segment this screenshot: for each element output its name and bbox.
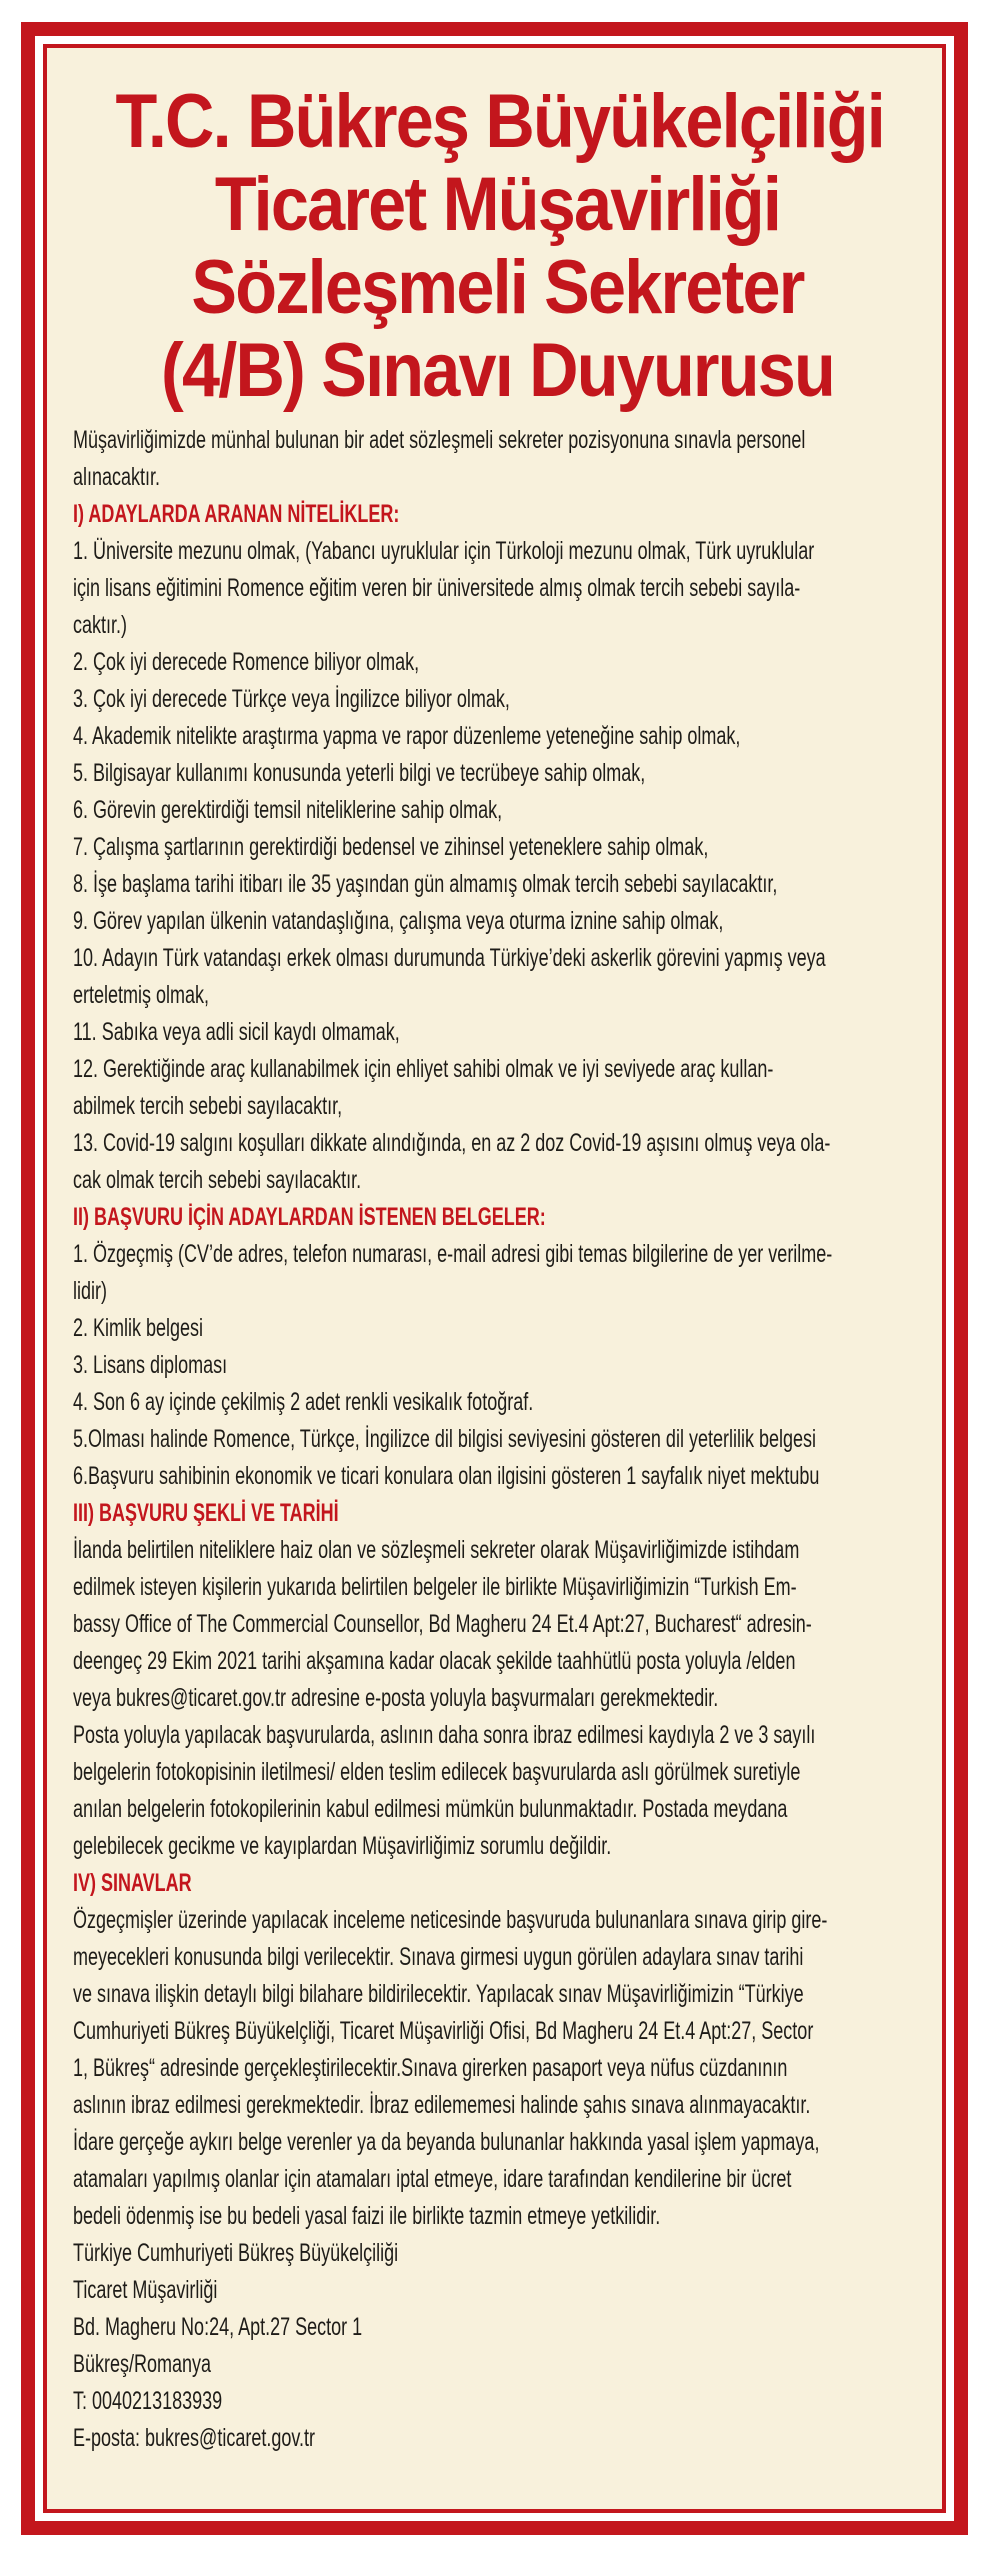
text-line: 6. Görevin gerektirdiği temsil niteliklerine sahip olmak,	[73, 796, 503, 824]
heading-line: I) ADAYLARDA ARANAN NİTELİKLER:	[73, 500, 400, 528]
text-line: veya bukres@ticaret.gov.tr adresine e-posta yoluyla başvurmaları gerekmektedir.	[73, 1684, 719, 1712]
text-line: 2. Kimlik belgesi	[73, 1314, 204, 1342]
inner-red-frame	[43, 44, 946, 2513]
text-line: 13. Covid-19 salgını koşulları dikkate alındığında, en az 2 doz Covid-19 aşısını olmuş veya ola-	[73, 1129, 831, 1157]
text-line: belgelerin fotokopisinin iletilmesi/ elden teslim edilecek başvurularda aslı görülmek suretiyle	[73, 1758, 801, 1786]
text-line: 1, Bükreş“ adresinde gerçekleştirilecektir.Sınava girerken pasaport veya nüfus cüzdanının	[73, 2054, 788, 2082]
text-line: lidir)	[73, 1277, 107, 1305]
text-line: 1. Özgeçmiş (CV’de adres, telefon numarası, e-mail adresi gibi temas bilgilerine de yer verilme-	[73, 1240, 833, 1268]
text-block	[73, 1236, 922, 1495]
announcement-title	[73, 80, 922, 412]
heading-line: IV) SINAVLAR	[73, 1869, 192, 1897]
text-line: erteletmiş olmak,	[73, 981, 210, 1009]
text-block	[73, 422, 922, 496]
text-line: 5.Olması halinde Romence, Türkçe, İngilizce dil bilgisi seviyesini gösteren dil yeterlilik belgesi	[73, 1425, 817, 1453]
text-line: Türkiye Cumhuriyeti Bükreş Büyükelçiliği	[73, 2239, 399, 2267]
text-line: alınacaktır.	[73, 463, 161, 491]
section-heading	[73, 1865, 922, 1902]
text-line: Ticaret Müşavirliği	[214, 162, 781, 247]
text-line: 6.Başvuru sahibinin ekonomik ve ticari konulara olan ilgisini gösteren 1 sayfalık niyet mektubu	[73, 1462, 820, 1490]
text-line: E-posta: bukres@ticaret.gov.tr	[73, 2424, 316, 2452]
text-line: cak olmak tercih sebebi sayılacaktır.	[73, 1166, 362, 1194]
announcement-body	[73, 422, 922, 2457]
text-line: Cumhuriyeti Bükreş Büyükelçliği, Ticaret Müşavirliği Ofisi, Bd Magheru 24 Et.4 Apt:27, Sector	[73, 2017, 814, 2045]
text-line: gelebilecek gecikme ve kayıplardan Müşavirliğimiz sorumlu değildir.	[73, 1832, 612, 1860]
text-line: Özgeçmişler üzerinde yapılacak inceleme neticesinde başvuruda bulunanlara sınava girip gire-	[73, 1906, 828, 1934]
text-line: T.C. Bükreş Büyükelçiliği	[115, 79, 884, 164]
text-line: T: 0040213183939	[73, 2387, 223, 2415]
text-line: meyecekleri konusunda bilgi verilecektir. Sınava girmesi uygun görülen adaylara sınav tarihi	[73, 1943, 804, 1971]
text-line: 11. Sabıka veya adli sicil kaydı olmamak,	[73, 1018, 400, 1046]
section-heading	[73, 496, 922, 533]
text-line: 5. Bilgisayar kullanımı konusunda yeterli bilgi ve tecrübeye sahip olmak,	[73, 759, 646, 787]
text-line: Ticaret Müşavirliği	[73, 2276, 218, 2304]
heading-line: II) BAŞVURU İÇİN ADAYLARDAN İSTENEN BELGELER:	[73, 1203, 546, 1231]
text-line: Posta yoluyla yapılacak başvurularda, aslının daha sonra ibraz edilmesi kaydıyla 2 ve 3 sayılı	[73, 1721, 816, 1749]
text-line: Sözleşmeli Sekreter	[191, 245, 804, 330]
text-line: 10. Adayın Türk vatandaşı erkek olması durumunda Türkiye’deki askerlik görevini yapmış veya	[73, 944, 826, 972]
text-block	[73, 2235, 922, 2457]
text-line: 8. İşe başlama tarihi itibarı ile 35 yaşından gün almamış olmak tercih sebebi sayılacaktır,	[73, 870, 778, 898]
text-line: Bd. Magheru No:24, Apt.27 Sector 1	[73, 2313, 363, 2341]
text-line: 3. Lisans diploması	[73, 1351, 228, 1379]
text-line: Bükreş/Romanya	[73, 2350, 212, 2378]
text-line: 4. Akademik nitelikte araştırma yapma ve rapor düzenleme yeteneğine sahip olmak,	[73, 722, 741, 750]
text-line: 9. Görev yapılan ülkenin vatandaşlığına, çalışma veya oturma iznine sahip olmak,	[73, 907, 724, 935]
text-line: İlanda belirtilen niteliklere haiz olan ve sözleşmeli sekreter olarak Müşavirliğimizde istihdam	[73, 1536, 800, 1564]
text-line: 2. Çok iyi derecede Romence biliyor olmak,	[73, 648, 420, 676]
text-line: anılan belgelerin fotokopilerinin kabul edilmesi mümkün bulunmaktadır. Postada meydana	[73, 1795, 788, 1823]
text-line: ve sınava ilişkin detaylı bilgi bilahare bildirilecektir. Yapılacak sınav Müşavirliğimizin “Türkiye	[73, 1980, 804, 2008]
text-line: İdare gerçeğe aykırı belge verenler ya da beyanda bulunanlar hakkında yasal işlem yapmaya,	[73, 2128, 820, 2156]
text-line: 3. Çok iyi derecede Türkçe veya İngilizce biliyor olmak,	[73, 685, 510, 713]
text-line: bassy Office of The Commercial Counsellor, Bd Magheru 24 Et.4 Apt:27, Bucharest“ adresin-	[73, 1610, 812, 1638]
text-line: deengeç 29 Ekim 2021 tarihi akşamına kadar olacak şekilde taahhütlü posta yoluyla /elden	[73, 1647, 796, 1675]
text-line: 1. Üniversite mezunu olmak, (Yabancı uyruklular için Türkoloji mezunu olmak, Türk uyruklular	[73, 537, 815, 565]
text-line: aslının ibraz edilmesi gerekmektedir. İbraz edilememesi halinde şahıs sınava alınmayacaktır.	[73, 2091, 811, 2119]
outer-red-frame	[21, 22, 968, 2535]
heading-line: III) BAŞVURU ŞEKLİ VE TARİHİ	[73, 1499, 339, 1527]
text-line: abilmek tercih sebebi sayılacaktır,	[73, 1092, 343, 1120]
text-block	[73, 533, 922, 1199]
text-line: için lisans eğitimini Romence eğitim veren bir üniversitede almış olmak tercih sebebi sayıla-	[73, 574, 801, 602]
text-block	[73, 1532, 922, 1865]
text-line: bedeli ödenmiş ise bu bedeli yasal faizi ile birlikte tazmin etmeye yetkilidir.	[73, 2202, 661, 2230]
text-line: (4/B) Sınavı Duyurusu	[161, 328, 834, 413]
text-block	[73, 1902, 922, 2235]
text-line: atamaları yapılmış olanlar için atamaları iptal etmeye, idare tarafından kendilerine bir ücret	[73, 2165, 792, 2193]
text-line: 7. Çalışma şartlarının gerektirdiği bedensel ve zihinsel yeteneklere sahip olmak,	[73, 833, 709, 861]
text-line: edilmek isteyen kişilerin yukarıda belirtilen belgeler ile birlikte Müşavirliğimizin “Turkish Em-	[73, 1573, 797, 1601]
section-heading	[73, 1495, 922, 1532]
section-heading	[73, 1199, 922, 1236]
text-line: Müşavirliğimizde münhal bulunan bir adet sözleşmeli sekreter pozisyonuna sınavla personel	[73, 426, 806, 454]
announcement-paper	[47, 48, 942, 2509]
text-line: 12. Gerektiğinde araç kullanabilmek için ehliyet sahibi olmak ve iyi seviyede araç kullan-	[73, 1055, 774, 1083]
text-line: caktır.)	[73, 611, 128, 639]
text-line: 4. Son 6 ay içinde çekilmiş 2 adet renkli vesikalık fotoğraf.	[73, 1388, 534, 1416]
